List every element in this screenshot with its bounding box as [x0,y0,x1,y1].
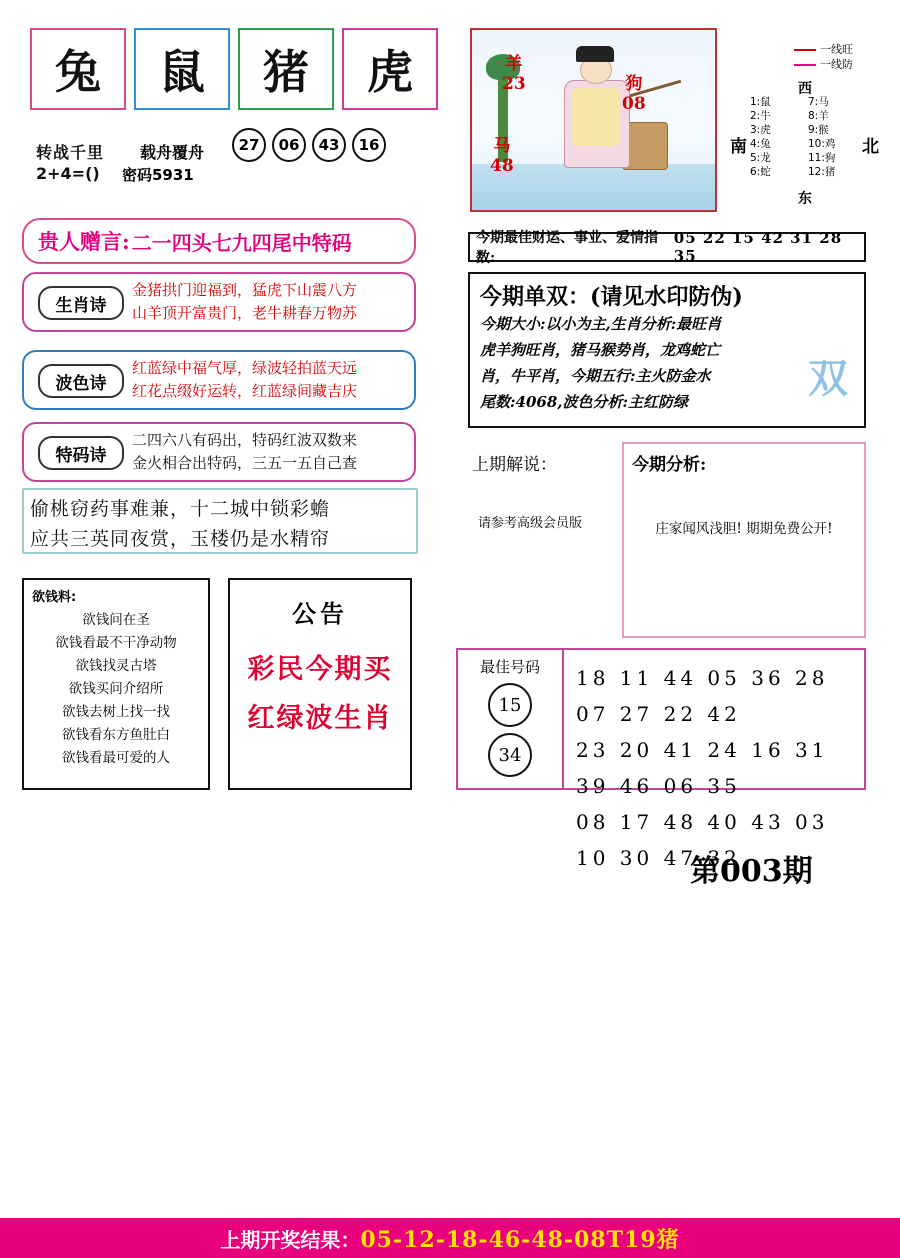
jieshuo-label: 上期解说： [472,455,557,475]
verse-block [22,488,418,554]
poem-lines-shengxiao [132,279,357,325]
compass-item: 10:鸡 [808,138,836,150]
guiren-banner [22,218,416,264]
picture-label-ma-num: 48 [490,156,514,176]
compass-legend [794,42,853,72]
slogan-left: 转战千里 [36,143,105,162]
compass-item: 9:猴 [808,124,829,136]
poem-line-2: 红花点缀好运转，红蓝绿间藏吉庆 [132,382,358,400]
jieshuo-sub: 请参考高级会员版 [478,516,583,531]
zodiac-label-1: 兔 [55,45,101,99]
ball-1: 27 [232,128,266,162]
ball-3: 43 [312,128,346,162]
compass-dir-east: 东 [798,191,812,207]
compass-dir-north: 北 [862,137,879,157]
guiren-text: 二一四头七九四尾中特码 [131,230,352,255]
zodiac-label-2: 鼠 [159,45,205,99]
legend-item-fang [794,57,853,72]
list-item: 欲钱看东方鱼肚白 [62,727,170,743]
zodiac-label-4: 虎 [367,45,413,99]
compass-item: 6:蛇 [750,166,771,178]
list-item: 欲钱看最不干净动物 [55,635,177,651]
zodiac-box-3 [238,28,334,110]
zuijia-box [456,648,866,870]
footer-label: 上期开奖结果： [220,1227,361,1252]
issue-number: 第003期 [690,854,813,889]
fenxi-box [622,442,866,638]
compass-item: 1:鼠 [750,96,771,108]
line-swatch-icon [794,49,816,51]
poem-line-1: 二四六八有码出，特码红波双数来 [132,431,358,449]
compass-zodiac-list [750,96,866,179]
compass-block [722,40,892,212]
zuijia-circle-2: 34 [488,733,532,777]
line-swatch-icon [794,64,816,66]
compass-item: 12:猪 [808,166,836,178]
list-item: 欲钱看最可爱的人 [62,750,170,766]
poem-line-1: 红蓝绿中福气厚，绿波轻拍蓝天远 [132,359,358,377]
picture-label-yang-num: 23 [502,74,526,94]
compass-item: 3:虎 [750,124,771,136]
poem-lines-bose [132,357,357,403]
footer-result-bar [0,1218,900,1258]
picture-label-yang-text: 羊 [505,54,523,74]
guiren-label: 贵人赠言: [38,229,130,254]
picture-label-yang [502,54,526,94]
zodiac-box-row [30,28,438,110]
fenxi-title: 今期分析: [632,455,707,475]
danshuang-box [468,272,866,428]
list-item: 欲钱问在圣 [82,612,150,628]
poem-tag-tema: 特码诗 [38,436,124,470]
list-item: 欲钱找灵古塔 [75,658,157,674]
legend-label-fang: 一线防 [820,58,853,71]
verse-line-1: 偷桃窃药事难兼，十二城中锁彩蟾 [30,498,331,520]
picture-label-ma [490,136,514,176]
danshuang-line-4: 尾数:4068,波色分析:主红防绿 [480,393,689,411]
person-hat-icon [576,46,614,62]
gonggao-line-1: 彩民今期买 [247,654,393,685]
picture-label-ma-text: 马 [493,136,511,156]
zuijia-row: 08 17 48 40 43 03 10 30 47 32 [576,810,829,870]
zodiac-box-1 [30,28,126,110]
danshuang-title-row [480,280,854,311]
zuijia-row: 23 20 41 24 16 31 39 46 06 35 [576,738,829,798]
poem-line-1: 金猪拱门迎福到，猛虎下山震八方 [132,281,358,299]
gonggao-box [228,578,412,790]
list-item: 欲钱买问介绍所 [68,681,164,697]
poem-tag-bose: 波色诗 [38,364,124,398]
compass-item: 8:羊 [808,110,829,122]
gonggao-title: 公告 [292,599,348,628]
slogan-mid: 载舟覆舟 [140,143,205,162]
legend-label-wang: 一线旺 [820,43,853,56]
compass-item: 2:牛 [750,110,771,122]
zuijia-right [564,650,864,870]
poem-tag-shengxiao: 生肖诗 [38,286,124,320]
danshuang-line-1: 今期大小:以小为主,生肖分析:最旺肖 [480,315,722,333]
danshuang-line-3: 肖，牛平肖，今期五行:主火防金水 [480,367,711,385]
yuqian-list [32,609,200,770]
ball-row [232,128,386,162]
yuqian-box [22,578,210,790]
gonggao-line-2: 红绿波生肖 [247,703,393,734]
ball-2: 06 [272,128,306,162]
poem-line-2: 金火相合出特码，三五一五自己查 [132,454,358,472]
compass-item: 7:马 [808,96,829,108]
footer-numbers: 05-12-18-46-48-08T19猪 [360,1226,680,1253]
danshuang-title-paren: (请见水印防伪) [590,284,743,310]
picture-label-gou-num: 08 [622,94,646,114]
poem-tema [22,422,416,482]
fenxi-text: 庄家闻风浅胆! 期期免费公开! [655,521,833,537]
danshuang-title: 今期单双： [480,284,591,310]
compass-item: 11:狗 [808,152,836,164]
formula-text: 2+4=() [36,164,100,183]
poem-shengxiao [22,272,416,332]
zuijia-row: 18 11 44 05 36 28 07 27 22 42 [576,666,829,726]
compass-item: 4:兔 [750,138,771,150]
password-label: 密码5931 [122,166,194,184]
picture-label-gou [622,74,646,114]
poem-lines-tema [132,429,357,475]
zuijia-title: 最佳号码 [479,658,540,676]
compass-dir-south: 南 [730,137,747,157]
zodiac-label-3: 猪 [263,45,309,99]
zodiac-box-2 [134,28,230,110]
picture-label-gou-text: 狗 [625,74,643,94]
compass-dir-west: 西 [798,81,812,97]
danshuang-watermark: 双 [808,355,848,402]
compass-item: 5:龙 [750,152,771,164]
zhishu-label: 今期最佳财运、事业、爱情指数: [476,230,658,266]
zuijia-left [458,650,564,788]
ball-4: 16 [352,128,386,162]
person-robe-icon [572,88,620,146]
zhishu-numbers: 05 22 15 42 31 28 35 [673,229,843,265]
zuijia-circle-1: 15 [488,683,532,727]
list-item: 欲钱去树上找一找 [62,704,170,720]
legend-item-wang [794,42,853,57]
verse-line-2: 应共三英同夜赏，玉楼仍是水精帘 [30,528,331,550]
poem-bose [22,350,416,410]
poem-line-2: 山羊顶开富贵门，老牛耕春万物苏 [132,304,358,322]
zodiac-box-4 [342,28,438,110]
zhishu-bar [468,229,866,266]
illustration-box [470,28,717,212]
yuqian-title: 欲钱料: [32,590,77,605]
danshuang-line-2: 虎羊狗旺肖，猪马猴势肖，龙鸡蛇亡 [480,341,721,359]
